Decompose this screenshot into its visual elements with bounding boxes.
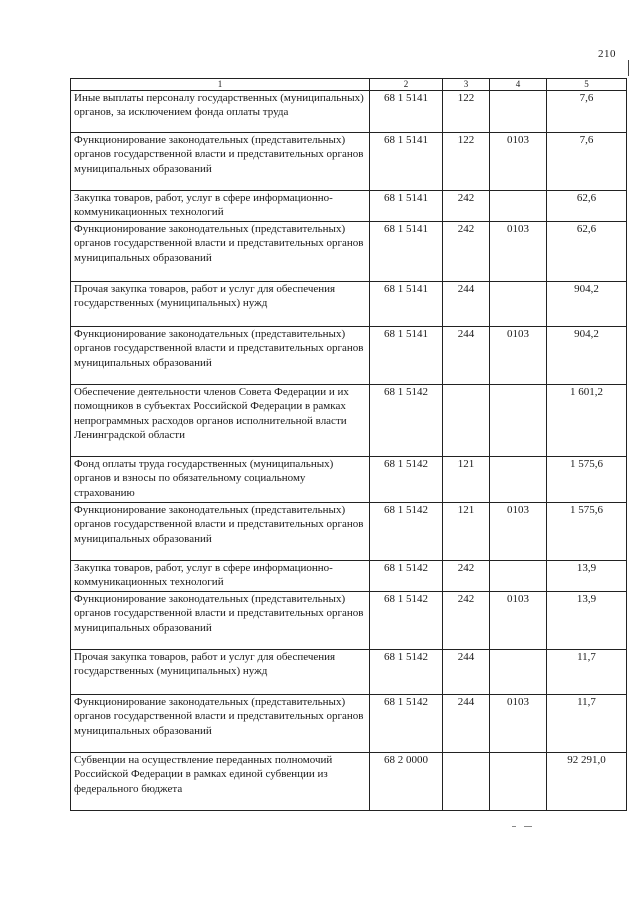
row-name: Обеспечение деятельности членов Совета Федерации и их помощников в субъектах Российской Федерации в рамках непрограммных расходов органов исполнительной власти Ленинградской области	[71, 385, 370, 457]
table-row	[71, 457, 627, 503]
row-section: 0103	[490, 592, 547, 650]
row-amount: 7,6	[547, 91, 627, 133]
row-type: 242	[443, 191, 490, 222]
row-amount: 11,7	[547, 650, 627, 695]
table-row	[71, 695, 627, 753]
row-code: 68 1 5142	[370, 561, 443, 592]
row-section	[490, 191, 547, 222]
row-section	[490, 650, 547, 695]
scan-speck	[524, 826, 532, 827]
row-section: 0103	[490, 327, 547, 385]
table-row	[71, 222, 627, 282]
row-code: 68 1 5141	[370, 133, 443, 191]
row-code: 68 1 5142	[370, 650, 443, 695]
row-type	[443, 753, 490, 811]
row-code: 68 1 5141	[370, 327, 443, 385]
row-type: 121	[443, 457, 490, 503]
table-row	[71, 327, 627, 385]
row-code: 68 1 5142	[370, 695, 443, 753]
row-amount: 92 291,0	[547, 753, 627, 811]
row-amount: 13,9	[547, 592, 627, 650]
row-type: 242	[443, 592, 490, 650]
row-type: 242	[443, 222, 490, 282]
row-name: Функционирование законодательных (представительных) органов государственной власти и представительных органов муниципальных образований	[71, 327, 370, 385]
row-type: 244	[443, 282, 490, 327]
row-code: 68 1 5142	[370, 503, 443, 561]
row-amount: 904,2	[547, 327, 627, 385]
row-type: 122	[443, 91, 490, 133]
row-name: Фонд оплаты труда государственных (муниципальных) органов и взносы по обязательному социальному страхованию	[71, 457, 370, 503]
row-section	[490, 385, 547, 457]
row-name: Закупка товаров, работ, услуг в сфере информационно-коммуникационных технологий	[71, 191, 370, 222]
table-row	[71, 191, 627, 222]
row-amount: 62,6	[547, 222, 627, 282]
row-section: 0103	[490, 695, 547, 753]
budget-table	[70, 78, 627, 811]
row-type: 121	[443, 503, 490, 561]
row-name: Функционирование законодательных (представительных) органов государственной власти и представительных органов муниципальных образований	[71, 133, 370, 191]
row-code: 68 1 5141	[370, 282, 443, 327]
page-number: 210	[598, 48, 616, 60]
row-name: Субвенции на осуществление переданных полномочий Российской Федерации в рамках единой субвенции из федерального бюджета	[71, 753, 370, 811]
row-section: 0103	[490, 133, 547, 191]
row-name: Функционирование законодательных (представительных) органов государственной власти и представительных органов муниципальных образований	[71, 222, 370, 282]
header-col-4: 4	[490, 79, 547, 91]
row-code: 68 1 5141	[370, 222, 443, 282]
row-type	[443, 385, 490, 457]
row-amount: 62,6	[547, 191, 627, 222]
header-col-1: 1	[71, 79, 370, 91]
header-col-5: 5	[547, 79, 627, 91]
row-name: Иные выплаты персоналу государственных (муниципальных) органов, за исключением фонда оплаты труда	[71, 91, 370, 133]
scan-speck	[512, 826, 516, 827]
row-section: 0103	[490, 503, 547, 561]
row-section	[490, 282, 547, 327]
row-amount: 1 575,6	[547, 457, 627, 503]
row-name: Прочая закупка товаров, работ и услуг для обеспечения государственных (муниципальных) нужд	[71, 650, 370, 695]
row-section	[490, 457, 547, 503]
table-row	[71, 753, 627, 811]
row-amount: 11,7	[547, 695, 627, 753]
row-code: 68 1 5141	[370, 91, 443, 133]
row-type: 122	[443, 133, 490, 191]
row-type: 244	[443, 327, 490, 385]
row-section	[490, 91, 547, 133]
table-row	[71, 133, 627, 191]
row-code: 68 2 0000	[370, 753, 443, 811]
row-code: 68 1 5141	[370, 191, 443, 222]
row-amount: 1 601,2	[547, 385, 627, 457]
row-type: 244	[443, 650, 490, 695]
table-row	[71, 91, 627, 133]
row-section: 0103	[490, 222, 547, 282]
table-row	[71, 282, 627, 327]
row-code: 68 1 5142	[370, 592, 443, 650]
row-amount: 1 575,6	[547, 503, 627, 561]
row-section	[490, 561, 547, 592]
table-row	[71, 650, 627, 695]
header-col-3: 3	[443, 79, 490, 91]
table-row	[71, 503, 627, 561]
row-code: 68 1 5142	[370, 385, 443, 457]
table-header-row	[71, 79, 627, 91]
header-col-2: 2	[370, 79, 443, 91]
table-row	[71, 385, 627, 457]
scan-edge-mark	[628, 60, 629, 76]
table-row	[71, 592, 627, 650]
row-name: Функционирование законодательных (представительных) органов государственной власти и представительных органов муниципальных образований	[71, 592, 370, 650]
row-section	[490, 753, 547, 811]
row-name: Функционирование законодательных (представительных) органов государственной власти и представительных органов муниципальных образований	[71, 503, 370, 561]
table-row	[71, 561, 627, 592]
row-name: Прочая закупка товаров, работ и услуг для обеспечения государственных (муниципальных) нужд	[71, 282, 370, 327]
row-name: Функционирование законодательных (представительных) органов государственной власти и представительных органов муниципальных образований	[71, 695, 370, 753]
row-type: 242	[443, 561, 490, 592]
row-name: Закупка товаров, работ, услуг в сфере информационно-коммуникационных технологий	[71, 561, 370, 592]
row-code: 68 1 5142	[370, 457, 443, 503]
row-amount: 904,2	[547, 282, 627, 327]
row-type: 244	[443, 695, 490, 753]
row-amount: 13,9	[547, 561, 627, 592]
row-amount: 7,6	[547, 133, 627, 191]
